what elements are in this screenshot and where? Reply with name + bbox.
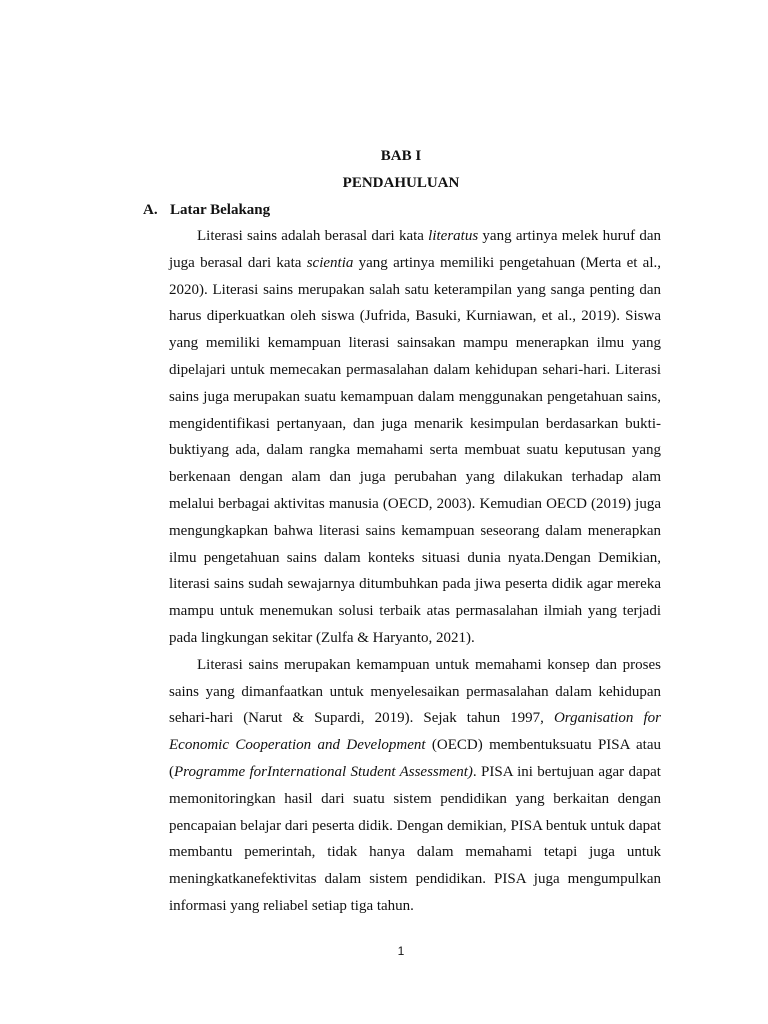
paragraph-2 bbox=[169, 652, 661, 920]
italic-term: Programme forInternational Student Assessment) bbox=[174, 763, 473, 780]
section-label: A. bbox=[143, 202, 158, 218]
section-heading bbox=[143, 200, 270, 220]
section-title: Latar Belakang bbox=[170, 202, 271, 218]
text-run: . PISA ini bertujuan agar dapat memonitoringkan hasil dari suatu sistem pendidikan yang berkaitan dengan pencapaian belajar dari peserta didik. Dengan demikian, PISA bentuk untuk dapat membantu pemerintah, tidak hanya dalam memahami tetapi juga untuk meningkatkanefektivitas dalam sistem pendidikan. PISA juga mengumpulkan informasi yang reliabel setiap tiga tahun. bbox=[169, 763, 661, 914]
italic-term: literatus bbox=[428, 228, 479, 244]
chapter-number: BAB I bbox=[380, 148, 422, 164]
italic-term: scientia bbox=[306, 254, 354, 271]
italic-term: Organisation for Economic Cooperation and Development bbox=[169, 710, 661, 754]
chapter-title: PENDAHULUAN bbox=[342, 175, 460, 191]
text-run: yang artinya melek huruf dan juga berasal dari kata bbox=[169, 228, 661, 271]
paragraph-1 bbox=[169, 223, 661, 652]
text-run: Literasi sains merupakan kemampuan untuk memahami konsep dan proses sains yang dimanfaatkan untuk menyelesaikan permasalahan dalam kehidupan sehari-hari (Narut & Supardi, 2019). Sejak tahun 1997, bbox=[169, 656, 661, 727]
text-run: (OECD) membentuksuatu PISA atau ( bbox=[169, 737, 661, 780]
page-number: 1 bbox=[397, 944, 405, 958]
body-text bbox=[169, 223, 661, 920]
text-run: Literasi sains adalah berasal dari kata bbox=[197, 228, 429, 244]
text-run: yang artinya memiliki pengetahuan (Merta et al., 2020). Literasi sains merupakan salah satu keterampilan yang sanga penting dan harus diperkuatkan oleh siswa (Jufrida, Basuki, Kurniawan, et al., 2019). Siswa yang memiliki kemampuan literasi sainsakan mampu menerapkan ilmu yang dipelajari untuk memecakan permasalahan dalam kehidupan sehari-hari. Literasi sains juga merupakan suatu kemampuan dalam menggunakan pengetahuan sains, mengidentifikasi pertanyaan, dan juga menarik kesimpulan berdasarkan bukti-buktiyang ada, dalam rangka memahami serta membuat suatu keputusan yang berkenaan dengan alam dan juga perubahan yang dilakukan terhadap alam melalui berbagai aktivitas manusia (OECD, 2003). Kemudian OECD (2019) juga mengungkapkan bahwa literasi sains kemampuan seseorang dalam menerapkan ilmu pengetahuan sains dalam konteks situasi dunia nyata.Dengan Demikian, literasi sains sudah sewajarnya ditumbuhkan pada jiwa peserta didik agar mereka mampu untuk menemukan solusi terbaik atas permasalahan ilmiah yang terjadi pada lingkungan sekitar (Zulfa & Haryanto, 2021). bbox=[169, 254, 661, 646]
